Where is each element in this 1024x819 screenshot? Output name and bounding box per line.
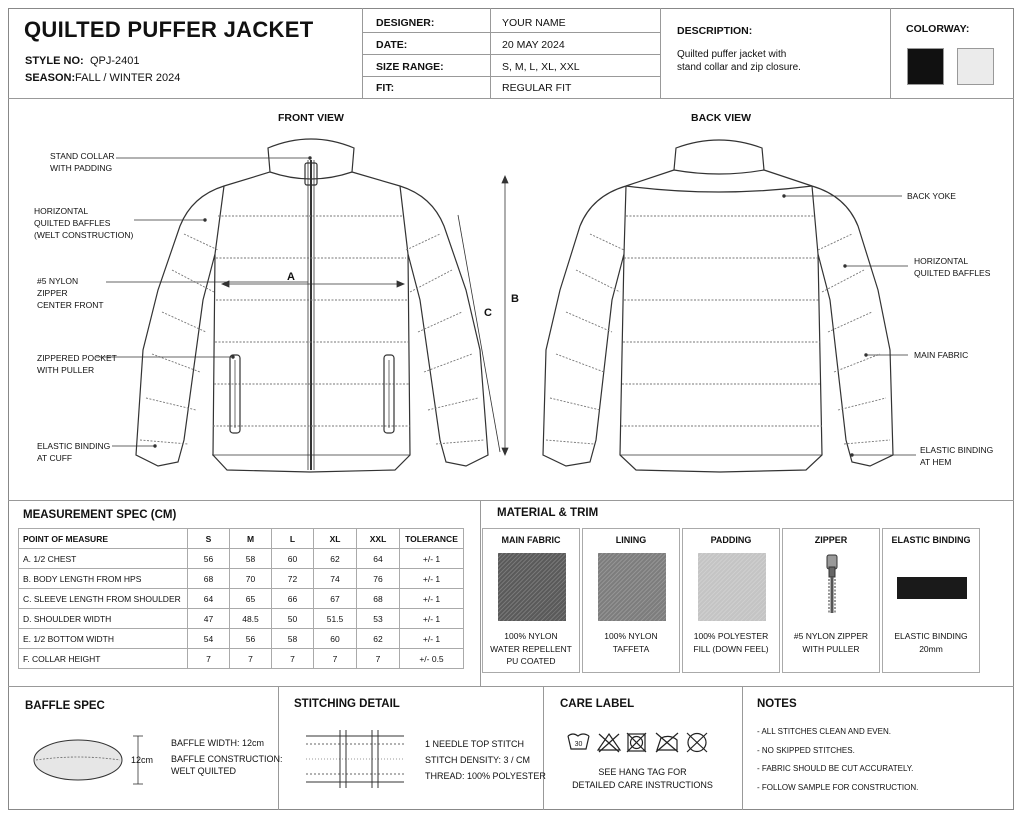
season-label: SEASON: (25, 72, 76, 84)
measure-value-cell: +/- 1 (400, 569, 464, 589)
material-name: ELASTIC BINDING (891, 535, 971, 545)
dimension-b-label: B (511, 293, 519, 305)
note-item: - FABRIC SHOULD BE CUT ACCURATELY. (757, 764, 914, 773)
note-item: - FOLLOW SAMPLE FOR CONSTRUCTION. (757, 782, 919, 792)
point-of-measure-cell: F. COLLAR HEIGHT (19, 649, 188, 669)
fit-label: FIT: (376, 82, 395, 94)
table-row (19, 569, 464, 589)
material-description: 100% POLYESTER FILL (DOWN FEEL) (693, 631, 769, 654)
column-header: L (272, 529, 314, 549)
dimension-a-label: A (287, 271, 295, 283)
stitch-type: 1 NEEDLE TOP STITCH (425, 739, 525, 749)
point-of-measure-cell: C. SLEEVE LENGTH FROM SHOULDER (19, 589, 188, 609)
table-row (19, 589, 464, 609)
back-jacket-drawing (543, 140, 893, 472)
callout-zipper: #5 NYLON ZIPPER CENTER FRONT (37, 276, 104, 310)
divider (278, 686, 279, 810)
front-jacket-drawing (136, 139, 488, 472)
point-of-measure-cell: D. SHOULDER WIDTH (19, 609, 188, 629)
callout-back-yoke: BACK YOKE (907, 191, 956, 201)
measure-value-cell: +/- 1 (400, 629, 464, 649)
material-description: ELASTIC BINDING 20mm (894, 631, 968, 654)
table-row (19, 549, 464, 569)
measure-value-cell: 58 (272, 629, 314, 649)
measure-value-cell: 7 (314, 649, 357, 669)
description-label: DESCRIPTION: (677, 25, 753, 37)
stitch-density: STITCH DENSITY: 3 / CM (425, 755, 531, 765)
notes-title: NOTES (757, 698, 797, 710)
material-description: #5 NYLON ZIPPER WITH PULLER (793, 631, 869, 654)
material-item (482, 528, 580, 673)
fabric-swatch (498, 553, 566, 621)
material-item (782, 528, 880, 673)
note-item: - NO SKIPPED STITCHES. (757, 745, 855, 755)
care-instructions: SEE HANG TAG FOR DETAILED CARE INSTRUCTIONS (572, 767, 713, 790)
style-label: STYLE NO: (25, 55, 84, 67)
material-description: 100% NYLON WATER REPELLENT PU COATED (490, 631, 572, 666)
stitching-diagram (300, 722, 410, 802)
style-value: QPJ-2401 (90, 55, 140, 67)
point-of-measure-cell: B. BODY LENGTH FROM HPS (19, 569, 188, 589)
measure-value-cell: +/- 1 (400, 609, 464, 629)
material-description: 100% NYLON TAFFETA (604, 631, 658, 654)
measure-value-cell: 68 (188, 569, 230, 589)
measurement-title: MEASUREMENT SPEC (CM) (23, 509, 177, 521)
description-line: stand collar and zip closure. (677, 62, 801, 73)
measure-value-cell: +/- 1 (400, 549, 464, 569)
material-item (582, 528, 680, 673)
measure-value-cell: 74 (314, 569, 357, 589)
do-not-tumble-dry-icon (627, 733, 646, 752)
measure-value-cell: 7 (272, 649, 314, 669)
measure-value-cell: 76 (357, 569, 400, 589)
measure-value-cell: 64 (357, 549, 400, 569)
do-not-iron-icon (656, 733, 678, 752)
measure-value-cell: 62 (357, 629, 400, 649)
description-line: Quilted puffer jacket with (677, 49, 787, 60)
measure-value-cell: 67 (314, 589, 357, 609)
measure-value-cell: 53 (357, 609, 400, 629)
baffle-dimension-label: 12cm (131, 755, 154, 765)
svg-text:30: 30 (574, 741, 583, 748)
material-item (682, 528, 780, 673)
callout-stand-collar: STAND COLLAR WITH PADDING (50, 151, 115, 173)
zipper-icon (783, 551, 881, 621)
divider (742, 686, 743, 810)
measure-value-cell: 72 (272, 569, 314, 589)
fabric-swatch (598, 553, 666, 621)
fit-value: REGULAR FIT (502, 82, 572, 94)
measure-value-cell: 62 (314, 549, 357, 569)
date-value: 20 MAY 2024 (502, 39, 565, 51)
measure-value-cell: 47 (188, 609, 230, 629)
divider (8, 500, 1014, 501)
callout-main-fabric: MAIN FABRIC (914, 350, 969, 360)
size-range-label: SIZE RANGE: (376, 61, 444, 73)
point-of-measure-cell: E. 1/2 BOTTOM WIDTH (19, 629, 188, 649)
column-header: S (188, 529, 230, 549)
measure-value-cell: 60 (314, 629, 357, 649)
measure-value-cell: 58 (230, 549, 272, 569)
divider (8, 686, 1014, 687)
measure-value-cell: 54 (188, 629, 230, 649)
material-name: MAIN FABRIC (501, 535, 561, 545)
column-header: POINT OF MEASURE (19, 529, 188, 549)
measurement-table (18, 528, 464, 669)
note-item: - ALL STITCHES CLEAN AND EVEN. (757, 727, 891, 736)
column-header: XL (314, 529, 357, 549)
wash-30-icon (568, 734, 589, 749)
date-label: DATE: (376, 39, 408, 51)
column-header: XXL (357, 529, 400, 549)
do-not-bleach-icon (598, 734, 620, 752)
care-symbols (565, 730, 715, 756)
size-range-value: S, M, L, XL, XXL (502, 61, 580, 73)
material-title: MATERIAL & TRIM (497, 507, 599, 519)
measure-value-cell: 68 (357, 589, 400, 609)
measure-value-cell: 7 (230, 649, 272, 669)
stitching-title: STITCHING DETAIL (294, 698, 400, 710)
measure-value-cell: +/- 1 (400, 589, 464, 609)
column-header: TOLERANCE (400, 529, 464, 549)
fabric-swatch (698, 553, 766, 621)
column-header: M (230, 529, 272, 549)
designer-value: YOUR NAME (502, 17, 566, 29)
table-row (19, 629, 464, 649)
divider (480, 500, 481, 686)
baffle-width: BAFFLE WIDTH: 12cm (171, 738, 265, 748)
do-not-dry-clean-icon (687, 733, 707, 752)
measure-value-cell: 56 (188, 549, 230, 569)
table-header-row (19, 529, 464, 549)
callout-hem: ELASTIC BINDING AT HEM (920, 445, 994, 467)
colorway-label: COLORWAY: (906, 23, 970, 35)
table-row (19, 649, 464, 669)
callout-cuff: ELASTIC BINDING AT CUFF (37, 441, 111, 463)
measure-value-cell: 7 (357, 649, 400, 669)
front-view-title: FRONT VIEW (278, 112, 344, 124)
table-row (19, 609, 464, 629)
notes-list (757, 723, 918, 797)
measure-value-cell: 65 (230, 589, 272, 609)
measure-value-cell: +/- 0.5 (400, 649, 464, 669)
measure-value-cell: 64 (188, 589, 230, 609)
elastic-swatch (897, 577, 967, 599)
page-title: QUILTED PUFFER JACKET (24, 17, 314, 42)
measure-value-cell: 50 (272, 609, 314, 629)
stitch-thread: THREAD: 100% POLYESTER (425, 771, 546, 781)
callout-quilted-baffles: HORIZONTAL QUILTED BAFFLES (WELT CONSTRUCTION) (34, 206, 134, 240)
measure-value-cell: 51.5 (314, 609, 357, 629)
back-view-title: BACK VIEW (691, 112, 752, 124)
baffle-construction: BAFFLE CONSTRUCTION: WELT QUILTED (171, 754, 283, 776)
care-label-title: CARE LABEL (560, 698, 635, 710)
measure-value-cell: 48.5 (230, 609, 272, 629)
material-name: PADDING (710, 535, 752, 545)
material-item (882, 528, 980, 673)
measure-value-cell: 7 (188, 649, 230, 669)
measure-value-cell: 66 (272, 589, 314, 609)
callout-back-baffles: HORIZONTAL QUILTED BAFFLES (914, 256, 991, 278)
measure-value-cell: 56 (230, 629, 272, 649)
dimension-c-label: C (484, 307, 492, 319)
baffle-spec-title: BAFFLE SPEC (25, 700, 105, 712)
point-of-measure-cell: A. 1/2 CHEST (19, 549, 188, 569)
measure-value-cell: 70 (230, 569, 272, 589)
material-name: ZIPPER (814, 535, 848, 545)
measure-value-cell: 60 (272, 549, 314, 569)
designer-label: DESIGNER: (376, 17, 435, 29)
material-name: LINING (615, 535, 647, 545)
season-value: FALL / WINTER 2024 (75, 72, 181, 84)
callout-pocket: ZIPPERED POCKET WITH PULLER (37, 353, 117, 375)
